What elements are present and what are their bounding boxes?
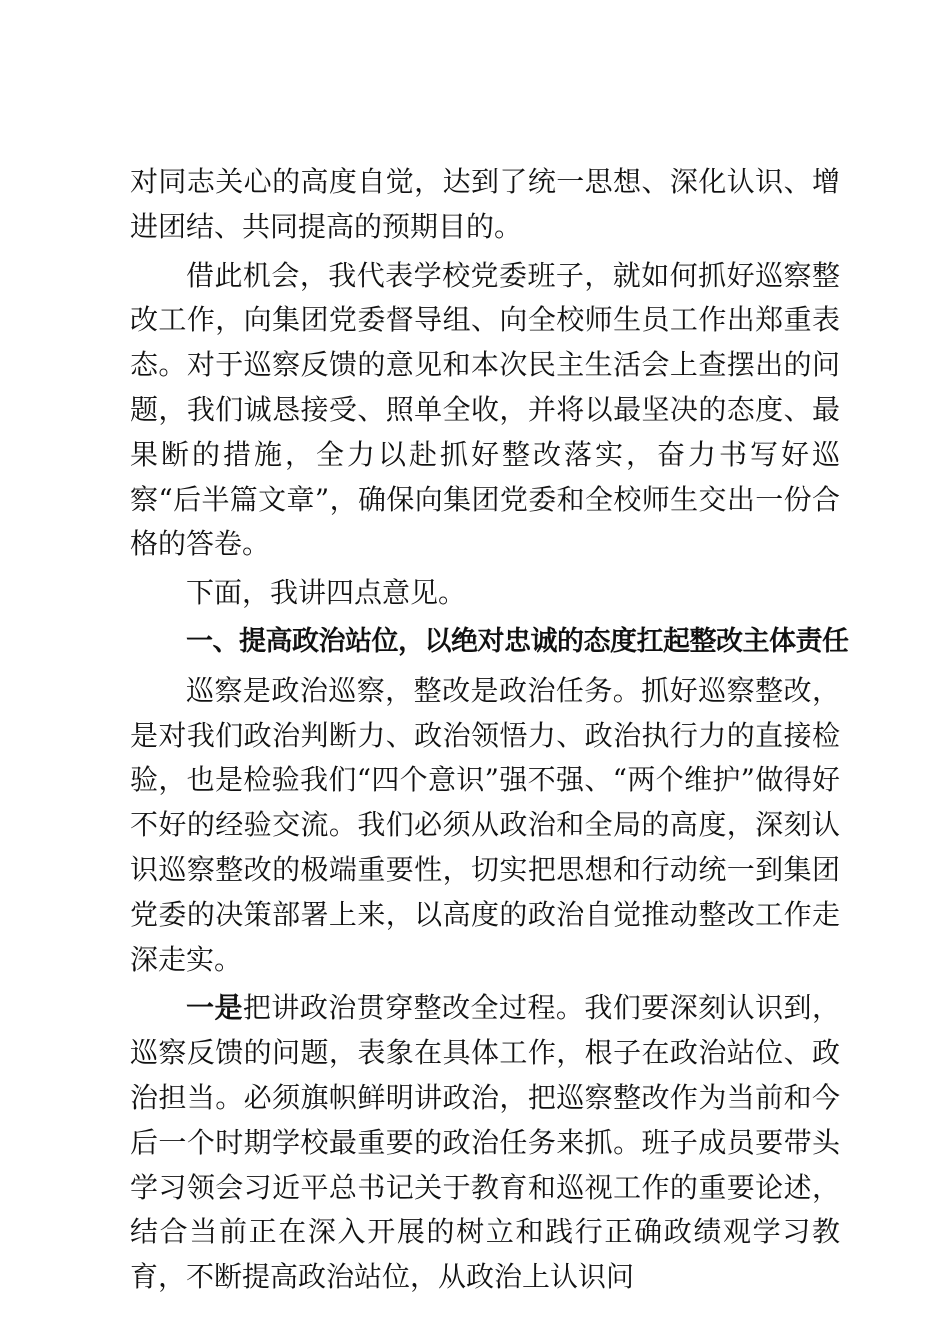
point-lead-label: 一是 xyxy=(186,991,243,1025)
paragraph-pledge: 借此机会，我代表学校党委班子，就如何抓好巡察整改工作，向集团党委督导组、向全校师生员工作出郑重表态。对于巡察反馈的意见和本次民主生活会上查摆出的问题，我们诚恳接受、照单全收，并将以最坚决的态度、最果断的措施，全力以赴抓好整改落实，奋力书写好巡察“后半篇文章”，确保向集团党委和全校师生交出一份合格的答卷。 xyxy=(130,258,840,561)
document-body xyxy=(130,160,849,1304)
paragraph-intro: 下面，我讲四点意见。 xyxy=(186,576,467,610)
section-heading-1: 一、提高政治站位，以绝对忠诚的态度扛起整改主体责任 xyxy=(186,625,849,657)
paragraph-continued: 对同志关心的高度自觉，达到了统一思想、深化认识、增进团结、共同提高的预期目的。 xyxy=(130,165,840,243)
point-body: 把讲政治贯穿整改全过程。我们要深刻认识到，巡察反馈的问题，表象在具体工作，根子在政治站位、政治担当。必须旗帜鲜明讲政治，把巡察整改作为当前和今后一个时期学校最重要的政治任务来抓。班子成员要带头学习领会习近平总书记关于教育和巡视工作的重要论述，结合当前正在深入开展的树立和践行正确政绩观学习教育，不断提高政治站位，从政治上认识问 xyxy=(130,991,840,1294)
paragraph-section-1: 巡察是政治巡察，整改是政治任务。抓好巡察整改，是对我们政治判断力、政治领悟力、政治执行力的直接检验，也是检验我们“四个意识”强不强、“两个维护”做得好不好的经验交流。我们必须从政治和全局的高度，深刻认识巡察整改的极端重要性，切实把思想和行动统一到集团党委的决策部署上来，以高度的政治自觉推动整改工作走深走实。 xyxy=(130,673,840,976)
paragraph-point-1 xyxy=(130,986,840,1300)
